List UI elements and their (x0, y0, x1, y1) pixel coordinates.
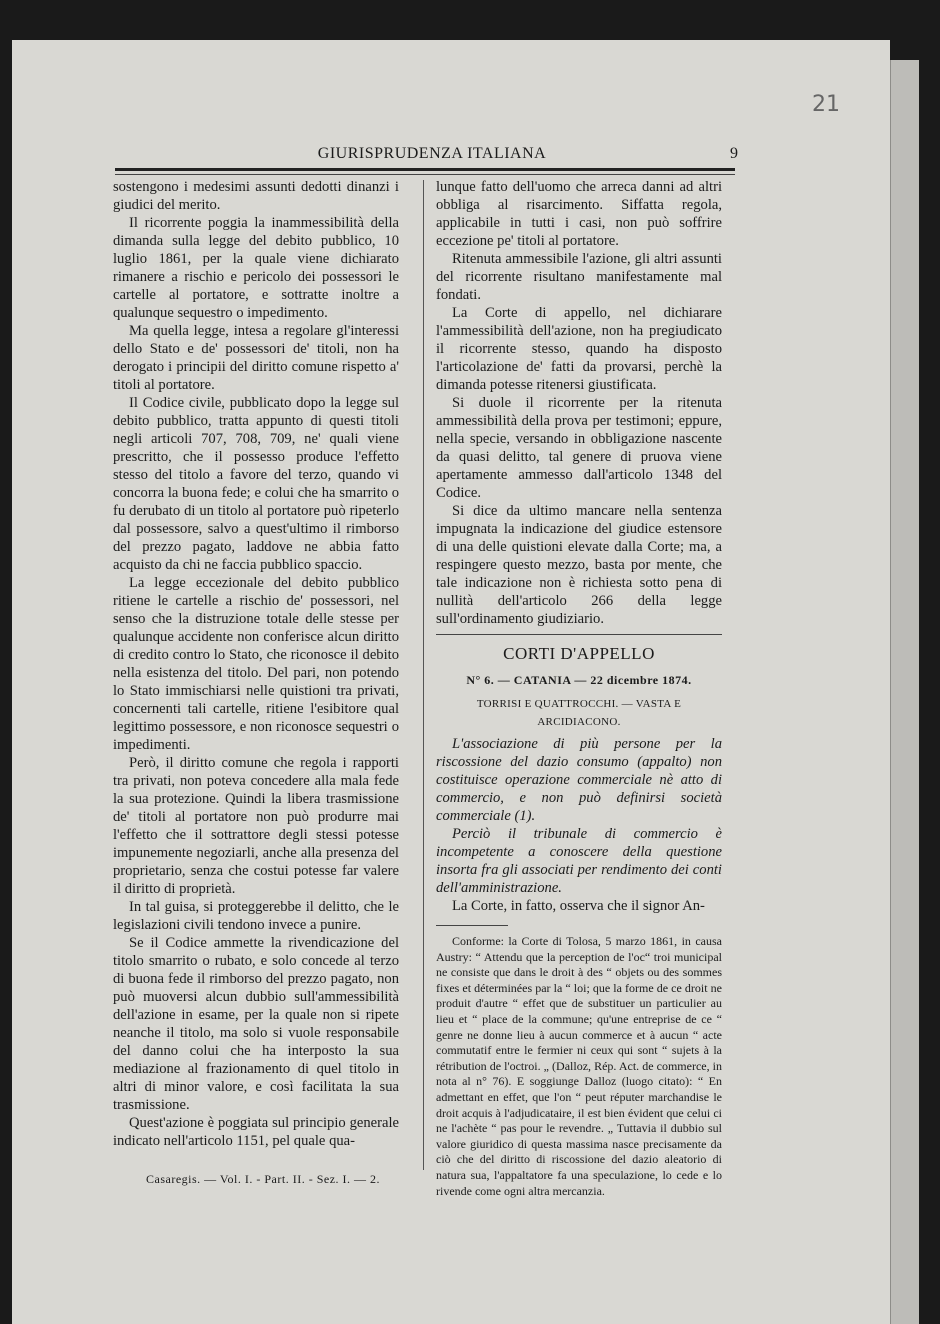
paragraph: La legge eccezionale del debito pubblico ritiene le cartelle a rischio de' possessori, nel senso che la distruzione totale delle stesse per qualunque accidente non conferisce alcun diritto di credito contro lo Stato, che riconosce il debito nella esistenza del titolo. Del pari, non potendo lo Stato immischiarsi nelle quistioni tra privati, concernenti tali cartelle, ritiene l'esibitore qual legittimo possessore, e non riconosce sequestri o impedimenti. (113, 575, 399, 753)
paragraph: Ma quella legge, intesa a regolare gl'interessi dello Stato e de' possessori de' titoli, non ha derogato i principii del diritto comune rispetto a' titoli al portatore. (113, 323, 399, 393)
case-header: N° 6. — CATANIA — 22 dicembre 1874. (466, 673, 692, 687)
footnote-text: Conforme: la Corte di Tolosa, 5 marzo 1861, in causa Austry: “ Attendu que la perception de l'oc“ troi municipal ne consiste que dans le droit à des “ objets ou des sommes fixes et déterminées par la “ loi; que la forme de ce droit ne produit d'autre “ effet que de substituer un particulier au lieu et “ place de la commune; qu'une entreprise de ce “ genre ne donne lieu à aucun commerce et à aucun “ acte commutatif entre le fermier ni ceux qui sont “ sujets à la rétribution de l'octroi. „ (Dalloz, Rép. Act. de commerce, in nota al n° 76). E soggiunge Dalloz (luogo citato): “ En admettant en effet, que l'on “ peut réputer marchandise le droit acquis à l'adjudicataire, il est bien évident que celui ci ne l'achète “ pas pour le revendre. „ Tuttavia il dubbio sul valore giuridico di questa massima nasce precisamente da ciò che del diritto di riscossione del dazio aleatorio di natura sua, l'appaltatore fa una speculazione, lo cede e lo rivende come ogni altra mercanzia. (436, 934, 722, 1198)
footnote (436, 934, 722, 1199)
maxim: L'associazione di più persone per la riscossione del dazio consumo (appalto) non costituisce operazione commerciale nè atto di commercio, e non può definirsi società commerciale (1). (436, 736, 722, 824)
paragraph: Il Codice civile, pubblicato dopo la legge sul debito pubblico, tratta appunto di questi titoli negli articoli 707, 708, 709, ne' quali viene prescritto, che il possesso produce l'effetto stesso del titolo a favore del terzo, quando vi concorra la buona fede; e colui che ha smarrito o fu derubato di un titolo al portatore può ripeterlo dal possessore, salvo a quest'ultimo il rimborso del prezzo pagato, laddove ne abbia fatto acquisto da chi ne faccia pubblico spaccio. (113, 395, 399, 573)
paragraph: La Corte di appello, nel dichiarare l'ammessibilità dell'azione, non ha pregiudicato il ricorrente stesso, quando ha disposto l'articolazione de' fatti da provarsi, perchè la dimanda potesse ritenersi giustificata. (436, 305, 722, 393)
left-column (113, 178, 399, 1168)
paragraph: Il ricorrente poggia la inammessibilità della dimanda sulla legge del debito pubblico, 10 luglio 1861, per la quale viene dichiarato rimanere a rischio e pericolo dei possessori le cartelle al portatore, e sottratte inoltre a qualunque sequestro o impedimento. (113, 215, 399, 321)
header-rule (115, 168, 735, 171)
decision-text: La Corte, in fatto, osserva che il signor An- (452, 898, 705, 914)
right-column (436, 178, 722, 1198)
section-rule (436, 634, 722, 635)
paragraph: Però, il diritto comune che regola i rapporti tra privati, non poteva concedere alla mala fede la sua protezione. Quindi la libera trasmissione de' titoli al portatore non può produrre mai l'effetto che il sottrattore degli stessi potesse impunemente negoziarli, anche alla presenza del proprietario, senza che costui potesse far valere il diritto di proprietà. (113, 755, 399, 897)
footnote-rule (436, 925, 508, 926)
paragraph: Si dice da ultimo mancare nella sentenza impugnata la indicazione del giudice estensore di una delle quistioni elevate dalla Corte; ma, a respingere questo mezzo, basta por mente, che tale indicazione non è richiesta sotto pena di nullità dell'articolo 266 della legge sull'ordinamento giudiziario. (436, 503, 722, 627)
column-divider (423, 180, 424, 1170)
paragraph: Quest'azione è poggiata sul principio generale indicato nell'articolo 1151, pel quale qua- (113, 1115, 399, 1149)
page-edge (890, 60, 919, 1324)
footer-signature: Casaregis. — Vol. I. - Part. II. - Sez. I. — 2. (146, 1172, 381, 1186)
paragraph: Si duole il ricorrente per la ritenuta ammessibilità della prova per testimoni; eppure, nella specie, versando in obbligazione nascente da quasi delitto, tal genere di pruova viene apertamente ammesso dall'articolo 1348 del Codice. (436, 395, 722, 501)
paragraph: Ritenuta ammessibile l'azione, gli altri assunti del ricorrente risultano manifestamente mal fondati. (436, 251, 722, 303)
paragraph: In tal guisa, si proteggerebbe il delitto, che le legislazioni civili tendono invece a punire. (113, 899, 399, 933)
paragraph: lunque fatto dell'uomo che arreca danni ad altri obbliga al risarcimento. Siffatta regola, applicabile in tutti i casi, non può soffrire eccezione pe' titoli al portatore. (436, 179, 722, 249)
header-rule-thin (115, 174, 735, 175)
case-parties: TORRISI E QUATTROCCHI. — VASTA E ARCIDIACONO. (476, 698, 682, 728)
paragraph: sostengono i medesimi assunti dedotti dinanzi i giudici del merito. (113, 179, 399, 213)
running-title: GIURISPRUDENZA ITALIANA (317, 145, 547, 162)
corner-folio-number: 21 (812, 92, 840, 117)
section-title: CORTI D'APPELLO (503, 644, 655, 663)
page-footer (146, 1172, 406, 1187)
page-number: 9 (730, 145, 738, 162)
running-head (112, 142, 738, 168)
paragraph: Se il Codice ammette la rivendicazione del titolo smarrito o rubato, e solo concede al terzo di buona fede il rimborso del prezzo pagato, non può muoversi alcun dubbio sull'ammessibilità dell'azione in esame, per la quale non si ripete neanche il titolo, ma solo si vuole responsabile del danno colui che ha interposto la sua mediazione al frazionamento di quel titolo in altri di minor valore, e così facilitata la sua trasmissione. (113, 935, 399, 1113)
maxim: Perciò il tribunale di commercio è incompetente a conoscere della questione insorta fra gli associati per rendimento dei conti dell'amministrazione. (436, 826, 722, 896)
